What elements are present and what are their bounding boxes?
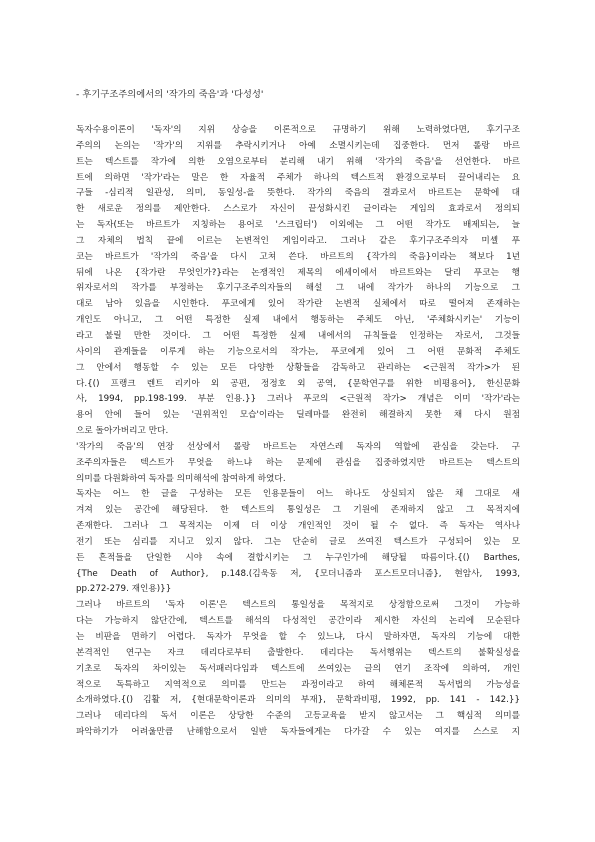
text-line: 기초로 독자의 차이있는 독서패러다임과 텍스트에 쓰여있는 글의 연기 조작에 의하여, 개인 bbox=[76, 663, 520, 674]
text-line: 으로 돌아가버리고 만다. bbox=[76, 426, 169, 437]
text-line: 든 흔적들을 단일한 시야 속에 결합시키는 그 누구인가에 해당될 따름이다.{() Barthes, bbox=[76, 552, 520, 563]
text-line: 는 독자(또는 바르트가 지칭하는 용어로 '스크립터') 이외에는 그 어떤 작가도 배제되는, 늘 bbox=[76, 220, 520, 231]
text-line: 소개하였다.{() 김활 저, {현대문학이론과 의미의 부재}, 문학과비평, 1992, pp. 141 - 142.}} bbox=[76, 695, 520, 706]
text-line: 코는 바르트가 '작가의 죽음'을 다시 고쳐 쓴다. 바르트의 {작가의 죽음}이라는 책보다 1년 bbox=[76, 251, 520, 262]
text-line: 의미를 다원화하여 독자를 의미해석에 참여하게 하였다. bbox=[76, 473, 286, 484]
text-line: {The Death of Author}, p.148.(김욱동 저, {모더니즘과 포스트모더니즘}, 현암사, 1993, bbox=[76, 568, 520, 579]
text-line: 사, 1994, pp.198-199. 부분 인용.}} 그러나 푸코의 <근원적 작가> 개념은 이미 '작가'라는 bbox=[76, 394, 520, 405]
text-line: 주의의 논의는 '작가'의 지위를 추락시키거나 아예 소멸시키는데 집중한다. 먼저 롤랑 바르 bbox=[76, 140, 520, 151]
text-line: 대로 남아 있음을 시인한다. 푸코에게 있어 작가란 논변적 실체에서 따로 떨어져 존재하는 bbox=[76, 299, 520, 310]
text-line: 적으로 독특하고 지역적으로 의미를 만드는 과정이라고 하여 해체론적 독서법의 가능성을 bbox=[76, 679, 520, 690]
text-line: 겨져 있는 공간에 해당된다. 한 텍스트의 통일성은 그 기원에 존재하지 않고 그 목적지에 bbox=[76, 505, 520, 516]
text-line: 구들 -심리적 일관성, 의미, 동일성-을 뜻한다. 작가의 죽음의 결과로서 바르트는 문학에 대 bbox=[76, 188, 520, 199]
text-line: 용어 안에 들어 있는 '권위적인 모습'이라는 딜레마를 완전히 해결하지 못한 채 다시 원점 bbox=[76, 410, 520, 421]
text-line: 본격적인 연구는 자크 데리다로부터 출발한다. 데리다는 독서행위는 텍스트의 불확실성을 bbox=[76, 647, 520, 658]
text-line: 트는 텍스트를 작가에 의한 오염으로부터 분리해 내기 위해 '작가의 죽음'을 선언한다. 바르 bbox=[76, 156, 520, 167]
text-line: 트에 의하면 '작가'라는 말은 한 자율적 주체가 하나의 텍스트적 환경으로부터 끌어내리는 요 bbox=[76, 172, 520, 183]
text-line: 뒤에 나온 {작가란 무엇인가?}라는 논쟁적인 제목의 에세이에서 바르트와는 달리 푸코는 행 bbox=[76, 267, 520, 278]
text-line: 라고 불릴 만한 것이다. 그 어떤 특정한 실제 내에서의 규칙들을 인정하는 자로서, 그것들 bbox=[76, 330, 520, 341]
text-line: 다.{() 프랭크 렌트 리키아 외 공편, 정정호 외 공역, {문학연구를 위한 비평용어}, 한신문화 bbox=[76, 378, 520, 389]
text-line: 전기 또는 심리를 지니고 있지 않다. 그는 단순히 글로 쓰여진 텍스트가 구성되어 있는 모 bbox=[76, 536, 520, 547]
text-line: 파악하기가 어려울만큼 난해함으로서 일반 독자들에게는 다가갈 수 있는 여지를 스스로 지 bbox=[76, 727, 520, 738]
text-line: pp.272-279. 재인용)}} bbox=[76, 584, 172, 595]
text-line: 독자수용이론이 '독자'의 지위 상승을 이론적으로 규명하기 위해 노력하였다면, 후기구조 bbox=[76, 125, 520, 135]
text-line: 그러나 바르트의 '독자 이론'은 텍스트의 통일성을 목적지로 상정함으로써 그것이 가능하 bbox=[76, 600, 520, 611]
text-line: 다는 가능하지 않단간에, 텍스트를 해석의 다성적인 공간이라 제시한 자신의 논리에 모순된다 bbox=[76, 616, 520, 627]
text-line: 위자로서의 작가를 부정하는 후기구조주의자들의 해설 그 내에 작가가 하나의 기능으로 그 bbox=[76, 283, 520, 294]
section-heading: - 후기구조주의에서의 '작가의 죽음'과 '다성성' bbox=[76, 89, 264, 100]
text-line: 사이의 관계들을 이루게 하는 기능으로서의 작가는, 푸코에게 있어 그 어떤 문화적 주체도 bbox=[76, 346, 520, 357]
body-text bbox=[76, 123, 520, 741]
text-line: 그 안에서 행동할 수 있는 모든 다양한 상황들을 감독하고 관리하는 <근원적 작가>가 된 bbox=[76, 362, 520, 373]
text-line: 독자는 어느 한 글을 구성하는 모든 인용문들이 어느 하나도 상실되지 않은 채 그대로 새 bbox=[76, 489, 520, 500]
text-line: '작가의 죽음'의 연장 선상에서 롤랑 바르트는 자연스레 독자의 역할에 관심을 갖는다. 구 bbox=[76, 441, 520, 452]
text-line: 조주의자들은 텍스트가 무엇을 하느냐 하는 문제에 관심을 집중하였지만 바르트는 텍스트의 bbox=[76, 457, 520, 468]
text-line: 는 비판을 면하기 어렵다. 독자가 무엇을 할 수 있느냐, 다시 말하자면, 독자의 기능에 대한 bbox=[76, 632, 520, 642]
text-line: 그 자체의 법칙 끝에 이르는 논변적인 게임이라고. 그러나 같은 후기구조주의자 미셸 푸 bbox=[76, 235, 520, 246]
text-line: 존재한다. 그러나 그 목적지는 이제 더 이상 개인적인 것이 될 수 없다. 즉 독자는 역사나 bbox=[76, 521, 520, 532]
text-line: 개인도 아니고, 그 어떤 특정한 실제 내에서 행동하는 주체도 아닌, '주체화시키는' 기능이 bbox=[76, 315, 520, 326]
text-line: 그러나 데리다의 독서 이론은 상당한 수준의 고등교육을 받지 않고서는 그 핵심적 의미를 bbox=[76, 711, 520, 722]
text-line: 한 새로운 정의를 제안한다. 스스로가 자신이 끝성화시킨 글이라는 게임의 효과로서 정의되 bbox=[76, 204, 520, 215]
